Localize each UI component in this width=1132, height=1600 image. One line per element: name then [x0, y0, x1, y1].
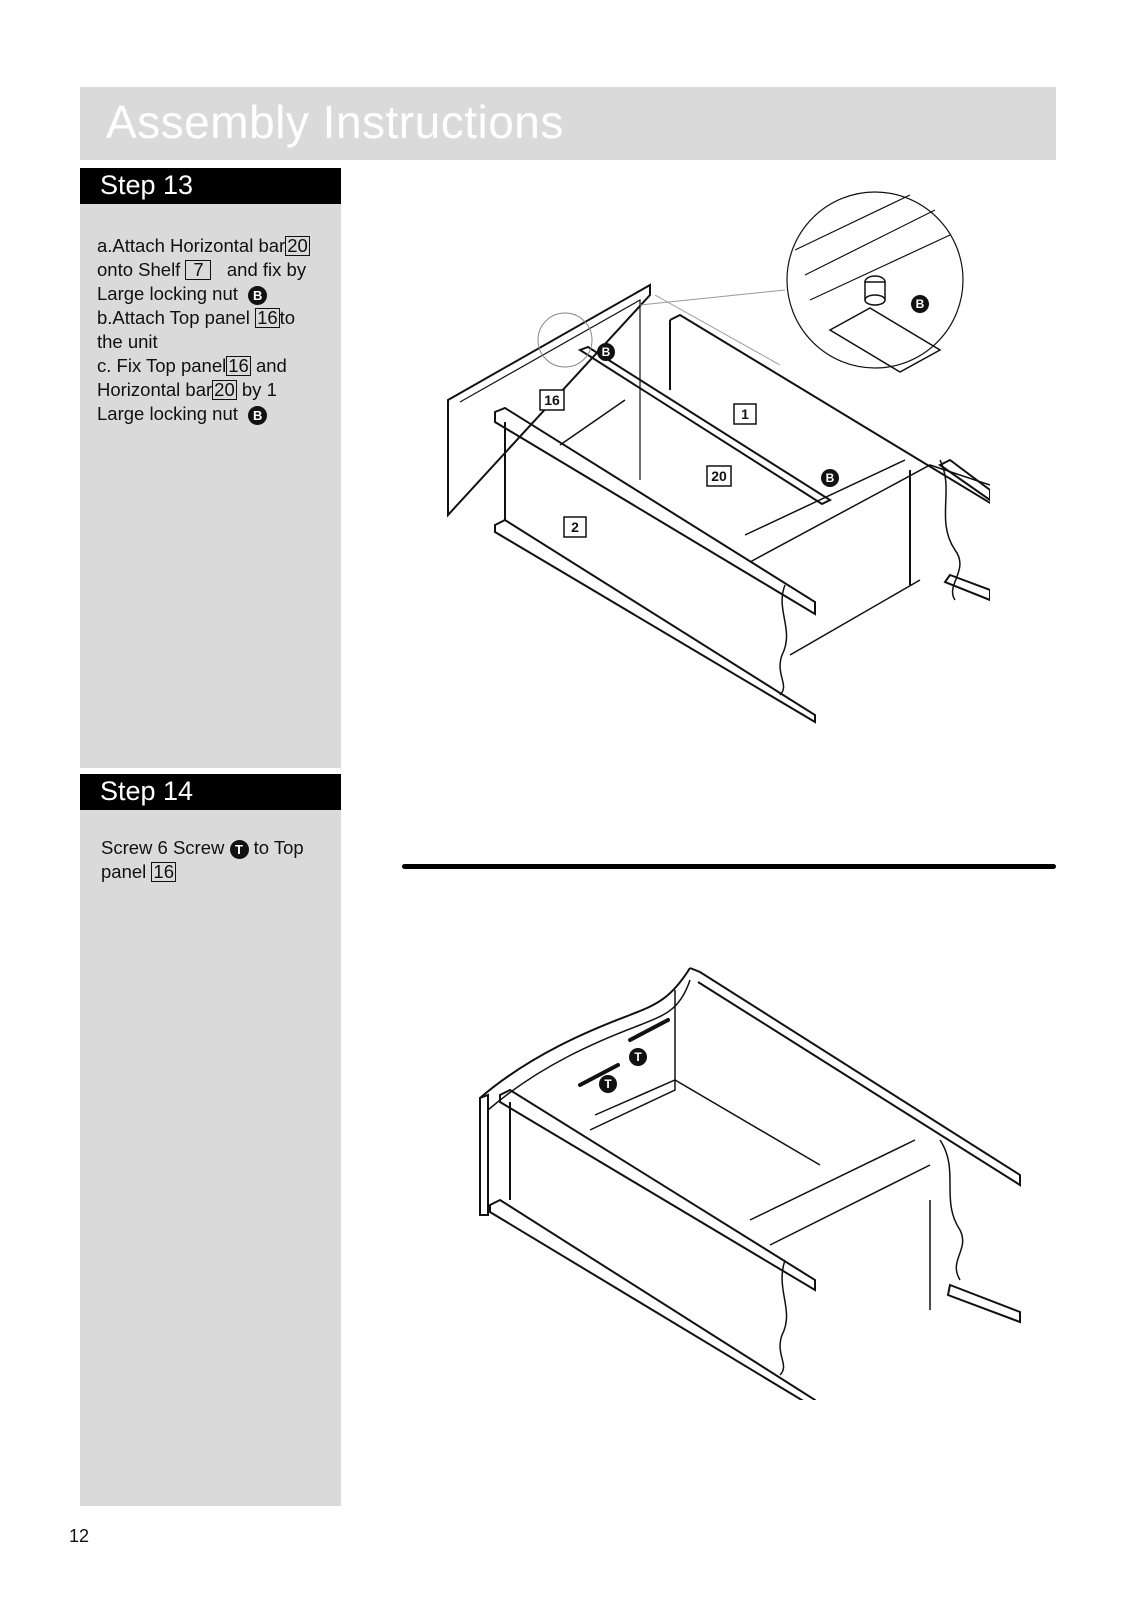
step-divider — [402, 864, 1056, 869]
screw-t-icon: T — [604, 1077, 612, 1091]
step-13-title: Step 13 — [100, 170, 194, 200]
nut-b-icon: B — [915, 297, 925, 311]
front-panel-top — [500, 1090, 815, 1290]
step-14-panel — [80, 774, 341, 1506]
step-13-line-a2b: and fix by — [226, 259, 307, 280]
step-13-line-b1b: to — [279, 307, 296, 328]
step-13-line-c1b: and — [255, 355, 287, 376]
step-13-line-a1: a.Attach Horizontal bar — [97, 235, 286, 256]
step-13-header — [80, 168, 341, 204]
step-14-diagram — [470, 960, 1030, 1400]
horizontal-bar-20 — [580, 347, 830, 504]
step-13-line-c2b: by 1 — [241, 379, 277, 400]
side-panel-2-bottom — [495, 520, 815, 722]
top-panel-curve — [480, 968, 690, 1098]
step-14-line1a: Screw 6 Screw — [101, 837, 225, 858]
step-13-panel — [80, 168, 341, 768]
step-14-title: Step 14 — [100, 776, 194, 806]
step-14-line1b: to Top — [253, 837, 304, 858]
step-13-diagram — [430, 190, 990, 730]
nut-b-icon: B — [825, 471, 835, 485]
part-16-box: 16 — [257, 307, 278, 328]
part-16-box: 16 — [228, 355, 249, 376]
label-20: 20 — [711, 468, 727, 484]
step-14-instructions — [101, 836, 304, 884]
step-14-line2: panel — [101, 861, 147, 882]
nut-b-icon: B — [601, 345, 611, 359]
page-number: 12 — [69, 1526, 90, 1546]
part-7-box: 7 — [185, 260, 211, 280]
step-13-line-c3: Large locking nut — [97, 403, 238, 424]
label-16: 16 — [544, 392, 560, 408]
step-14-header — [80, 774, 341, 810]
step-13-line-a2: onto Shelf — [97, 259, 181, 280]
fitting-b-icon: B — [248, 286, 267, 305]
step-13-line-a3: Large locking nut — [97, 283, 238, 304]
screw-t-icon: T — [634, 1050, 642, 1064]
step-13-instructions — [97, 234, 310, 426]
step-13-line-c1: c. Fix Top panel — [97, 355, 227, 376]
part-20-box: 20 — [214, 379, 235, 400]
part-16-box: 16 — [153, 861, 174, 882]
step-13-line-b1: b.Attach Top panel — [97, 307, 250, 328]
label-2: 2 — [571, 519, 579, 535]
fitting-t-icon: T — [230, 840, 249, 859]
part-20-box: 20 — [287, 235, 308, 256]
side-panel-2-top — [495, 408, 815, 614]
screw-icon — [630, 1020, 668, 1040]
page-title: Assembly Instructions — [106, 96, 564, 148]
step-13-line-b2: the unit — [97, 331, 158, 352]
label-1: 1 — [741, 406, 749, 422]
side-panel-top — [690, 968, 1020, 1185]
header-bar — [80, 87, 1056, 160]
step-13-line-c2: Horizontal bar — [97, 379, 213, 400]
fitting-b-icon: B — [248, 406, 267, 425]
